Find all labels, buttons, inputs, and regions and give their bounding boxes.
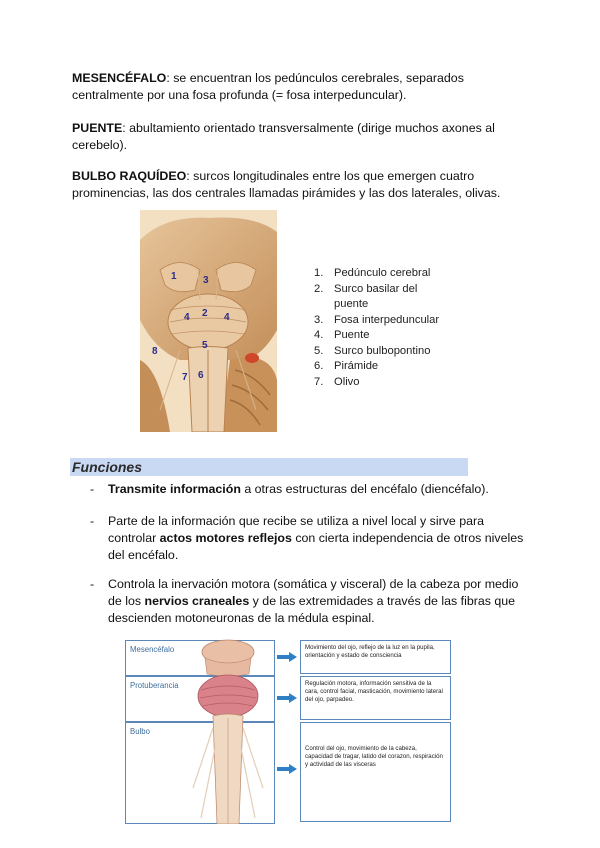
arrow-right-icon [277, 693, 297, 703]
legend-label: Puente [334, 329, 370, 341]
legend-item [314, 328, 474, 344]
legend-item [314, 375, 474, 391]
text-puente: : abultamiento orientado transversalmente (dirige muchos axones al cerebelo). [72, 121, 495, 152]
marker-2: 2 [202, 308, 208, 319]
legend-num: 4. [314, 329, 324, 341]
legend-num: 2. [314, 282, 324, 295]
bullet-dash: - [90, 514, 95, 528]
bullet-text [108, 481, 528, 498]
marker-7: 7 [182, 372, 188, 383]
desc-bulbo: Control del ojo, movimiento de la cabeza, capacidad de tragar, latido del corazon, respiración y actividad de las visceras [300, 722, 451, 822]
term-mesencefalo: MESENCÉFALO [72, 71, 167, 85]
row-label: Bulbo [130, 727, 150, 736]
legend-label: Surco bulbopontino [334, 344, 431, 357]
legend-label: Pedúnculo cerebral [334, 267, 431, 279]
term-puente: PUENTE [72, 121, 123, 135]
legend-label: Surco basilar del puente [334, 282, 418, 310]
legend-num: 7. [314, 375, 324, 388]
row-label: Protuberancia [130, 681, 179, 690]
paragraph-mesencefalo [72, 70, 532, 104]
bullet-rest: con cierta independencia de otros niveles del encéfalo. [108, 531, 524, 562]
legend-label: Fosa interpeduncular [334, 313, 440, 326]
marker-1: 1 [171, 271, 177, 282]
legend-label: Olivo [334, 375, 360, 388]
legend-num: 5. [314, 344, 324, 357]
bullet-bold: actos motores reflejos [159, 531, 292, 545]
legend-num: 3. [314, 313, 324, 326]
paragraph-puente [72, 120, 532, 154]
text-mesencefalo: : se encuentran los pedúnculos cerebrales, separados centralmente por una fosa profunda (= fosa interpeduncular). [72, 71, 464, 102]
desc-mesencefalo: Movimiento del ojo, reflejo de la luz en la pupila, orientación y estado de consciencia [300, 640, 451, 674]
bullet-text [108, 513, 528, 564]
section-title: Funciones [72, 459, 143, 475]
brainstem-legend [314, 266, 474, 390]
text-bulbo: : surcos longitudinales entre los que emergen cuatro prominencias, las dos centrales llamadas pirámides y las dos laterales, olivas. [72, 169, 501, 200]
arrow-right-icon [277, 764, 297, 774]
arrow-right-icon [277, 652, 297, 662]
paragraph-bulbo [72, 168, 532, 202]
legend-item [314, 282, 474, 313]
marker-4-right: 4 [224, 312, 230, 323]
legend-label: Pirámide [334, 360, 379, 372]
brainstem-figure [140, 210, 277, 432]
legend-item [314, 313, 474, 329]
legend-num: 1. [314, 267, 324, 279]
bullet-dash: - [90, 577, 95, 591]
bullet-pre: Parte de la información que recibe se utiliza a nivel local y sirve para controlar [108, 514, 485, 545]
legend-item [314, 266, 474, 282]
marker-5: 5 [202, 340, 208, 351]
marker-6: 6 [198, 370, 204, 381]
bullet-bold: nervios craneales [144, 594, 250, 608]
brainstem-functions-figure [125, 638, 453, 824]
bullet-pre: Controla la inervación motora (somática y visceral) de la cabeza por medio de los [108, 577, 519, 608]
row-label: Mesencéfalo [130, 645, 175, 654]
term-bulbo: BULBO RAQUÍDEO [72, 169, 187, 183]
bullet-dash: - [90, 482, 95, 496]
marker-4-left: 4 [184, 312, 190, 323]
marker-3: 3 [203, 275, 209, 286]
legend-num: 6. [314, 360, 324, 372]
bullet-rest: a otras estructuras del encéfalo (diencéfalo). [240, 482, 489, 496]
brainstem-illustration [183, 638, 273, 824]
desc-protuberancia: Regulación motora, información sensitiva de la cara, control facial, masticación, movimiento lateral del ojo, parpadeo. [300, 676, 451, 720]
section-header [70, 458, 468, 476]
legend-item [314, 344, 474, 360]
bullet-text [108, 576, 528, 627]
bullet-rest: y de las extremidades a través de las fibras que descienden motoneuronas de la médula espinal. [108, 594, 516, 625]
legend-item [314, 359, 474, 375]
marker-8: 8 [152, 346, 158, 357]
bullet-bold: Transmite información [108, 482, 241, 496]
